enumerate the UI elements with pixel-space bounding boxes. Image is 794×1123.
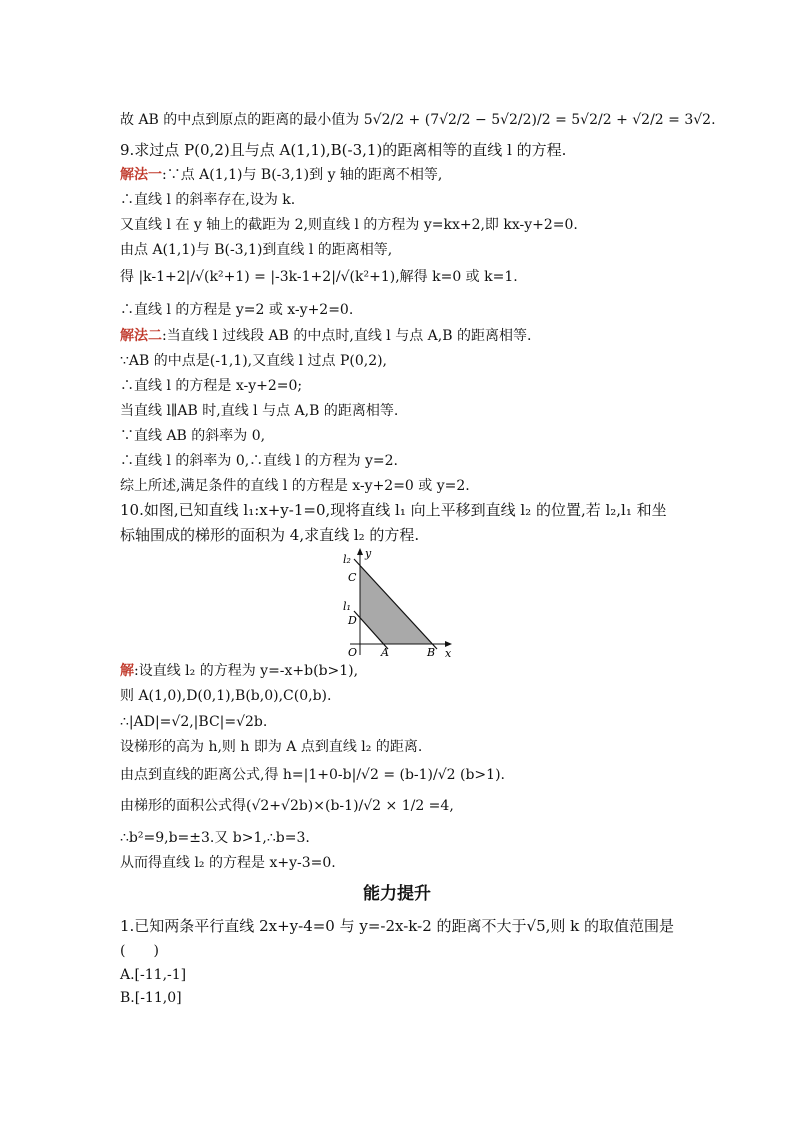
solution-10-line	[120, 661, 358, 681]
label-D: D	[348, 614, 357, 627]
text: :当直线 l 过线段 AB 的中点时,直线 l 与点 A,B 的距离相等.	[162, 328, 532, 344]
text-line: ∴直线 l 的方程是 x-y+2=0;	[120, 378, 303, 394]
text-line: 故 AB 的中点到原点的距离的最小值为 5√2/2 + (7√2/2 − 5√2/2)/2 = 5√2/2 + √2/2 = 3√2.	[120, 112, 716, 128]
label-y: y	[365, 547, 372, 560]
label-x: x	[445, 647, 452, 660]
text-line: ∵直线 AB 的斜率为 0,	[120, 428, 266, 444]
label-A: A	[381, 646, 389, 659]
problem-10-cont: 标轴围成的梯形的面积为 4,求直线 l₂ 的方程.	[120, 526, 420, 544]
label-l1: l₁	[343, 600, 351, 613]
text: :设直线 l₂ 的方程为 y=-x+b(b>1),	[134, 663, 359, 679]
problem-10: 10.如图,已知直线 l₁:x+y-1=0,现将直线 l₁ 向上平移到直线 l₂ 的位置,若 l₂,l₁ 和坐	[120, 501, 667, 519]
text: :∵点 A(1,1)与 B(-3,1)到 y 轴的距离不相等,	[162, 167, 443, 183]
text-line: ∴直线 l 的斜率为 0,∴直线 l 的方程为 y=2.	[120, 453, 399, 469]
text-line: 则 A(1,0),D(0,1),B(b,0),C(0,b).	[120, 688, 332, 704]
solution-label: 解	[120, 663, 134, 679]
label-C: C	[348, 571, 357, 584]
text-line: 当直线 l∥AB 时,直线 l 与点 A,B 的距离相等.	[120, 403, 399, 419]
solution-1-line	[120, 165, 442, 185]
equation-line: 由点到直线的距离公式,得 h=|1+0-b|/√2 = (b-1)/√2 (b>1).	[120, 767, 505, 783]
equation-line: 得 |k-1+2|/√(k²+1) = |-3k-1+2|/√(k²+1),解得 k=0 或 k=1.	[120, 269, 518, 285]
method-1-label: 解法一	[120, 167, 162, 183]
text-line: ∴|AD|=√2,|BC|=√2b.	[120, 714, 268, 730]
section-title: 能力提升	[363, 884, 431, 904]
method-2-label: 解法二	[120, 328, 162, 344]
trapezoid-figure	[340, 545, 470, 660]
option-b: B.[-11,0]	[120, 990, 182, 1006]
text-line: 从而得直线 l₂ 的方程是 x+y-3=0.	[120, 855, 336, 871]
problem-9: 9.求过点 P(0,2)且与点 A(1,1),B(-3,1)的距离相等的直线 l 的方程.	[120, 141, 567, 159]
label-B: B	[427, 646, 436, 659]
text-line: ∵AB 的中点是(-1,1),又直线 l 过点 P(0,2),	[120, 353, 388, 369]
text-line: 又直线 l 在 y 轴上的截距为 2,则直线 l 的方程为 y=kx+2,即 kx-y+2=0.	[120, 217, 578, 233]
label-O: O	[348, 646, 358, 659]
option-a: A.[-11,-1]	[120, 967, 187, 983]
y-axis-arrow	[357, 548, 363, 555]
answer-blank: ( )	[120, 943, 159, 959]
text-line: 综上所述,满足条件的直线 l 的方程是 x-y+2=0 或 y=2.	[120, 478, 470, 494]
text-line: ∴直线 l 的斜率存在,设为 k.	[120, 192, 296, 208]
equation-line: 由梯形的面积公式得(√2+√2b)×(b-1)/√2 × 1/2 =4,	[120, 798, 454, 814]
text-line: ∴b²=9,b=±3.又 b>1,∴b=3.	[120, 830, 310, 846]
text-line: 设梯形的高为 h,则 h 即为 A 点到直线 l₂ 的距离.	[120, 739, 423, 755]
practice-question-1: 1.已知两条平行直线 2x+y-4=0 与 y=-2x-k-2 的距离不大于√5,则 k 的取值范围是	[120, 917, 675, 935]
label-l2: l₂	[343, 553, 351, 566]
text-line: 由点 A(1,1)与 B(-3,1)到直线 l 的距离相等,	[120, 242, 393, 258]
solution-2-line	[120, 326, 531, 346]
text-line: ∴直线 l 的方程是 y=2 或 x-y+2=0.	[120, 302, 354, 318]
